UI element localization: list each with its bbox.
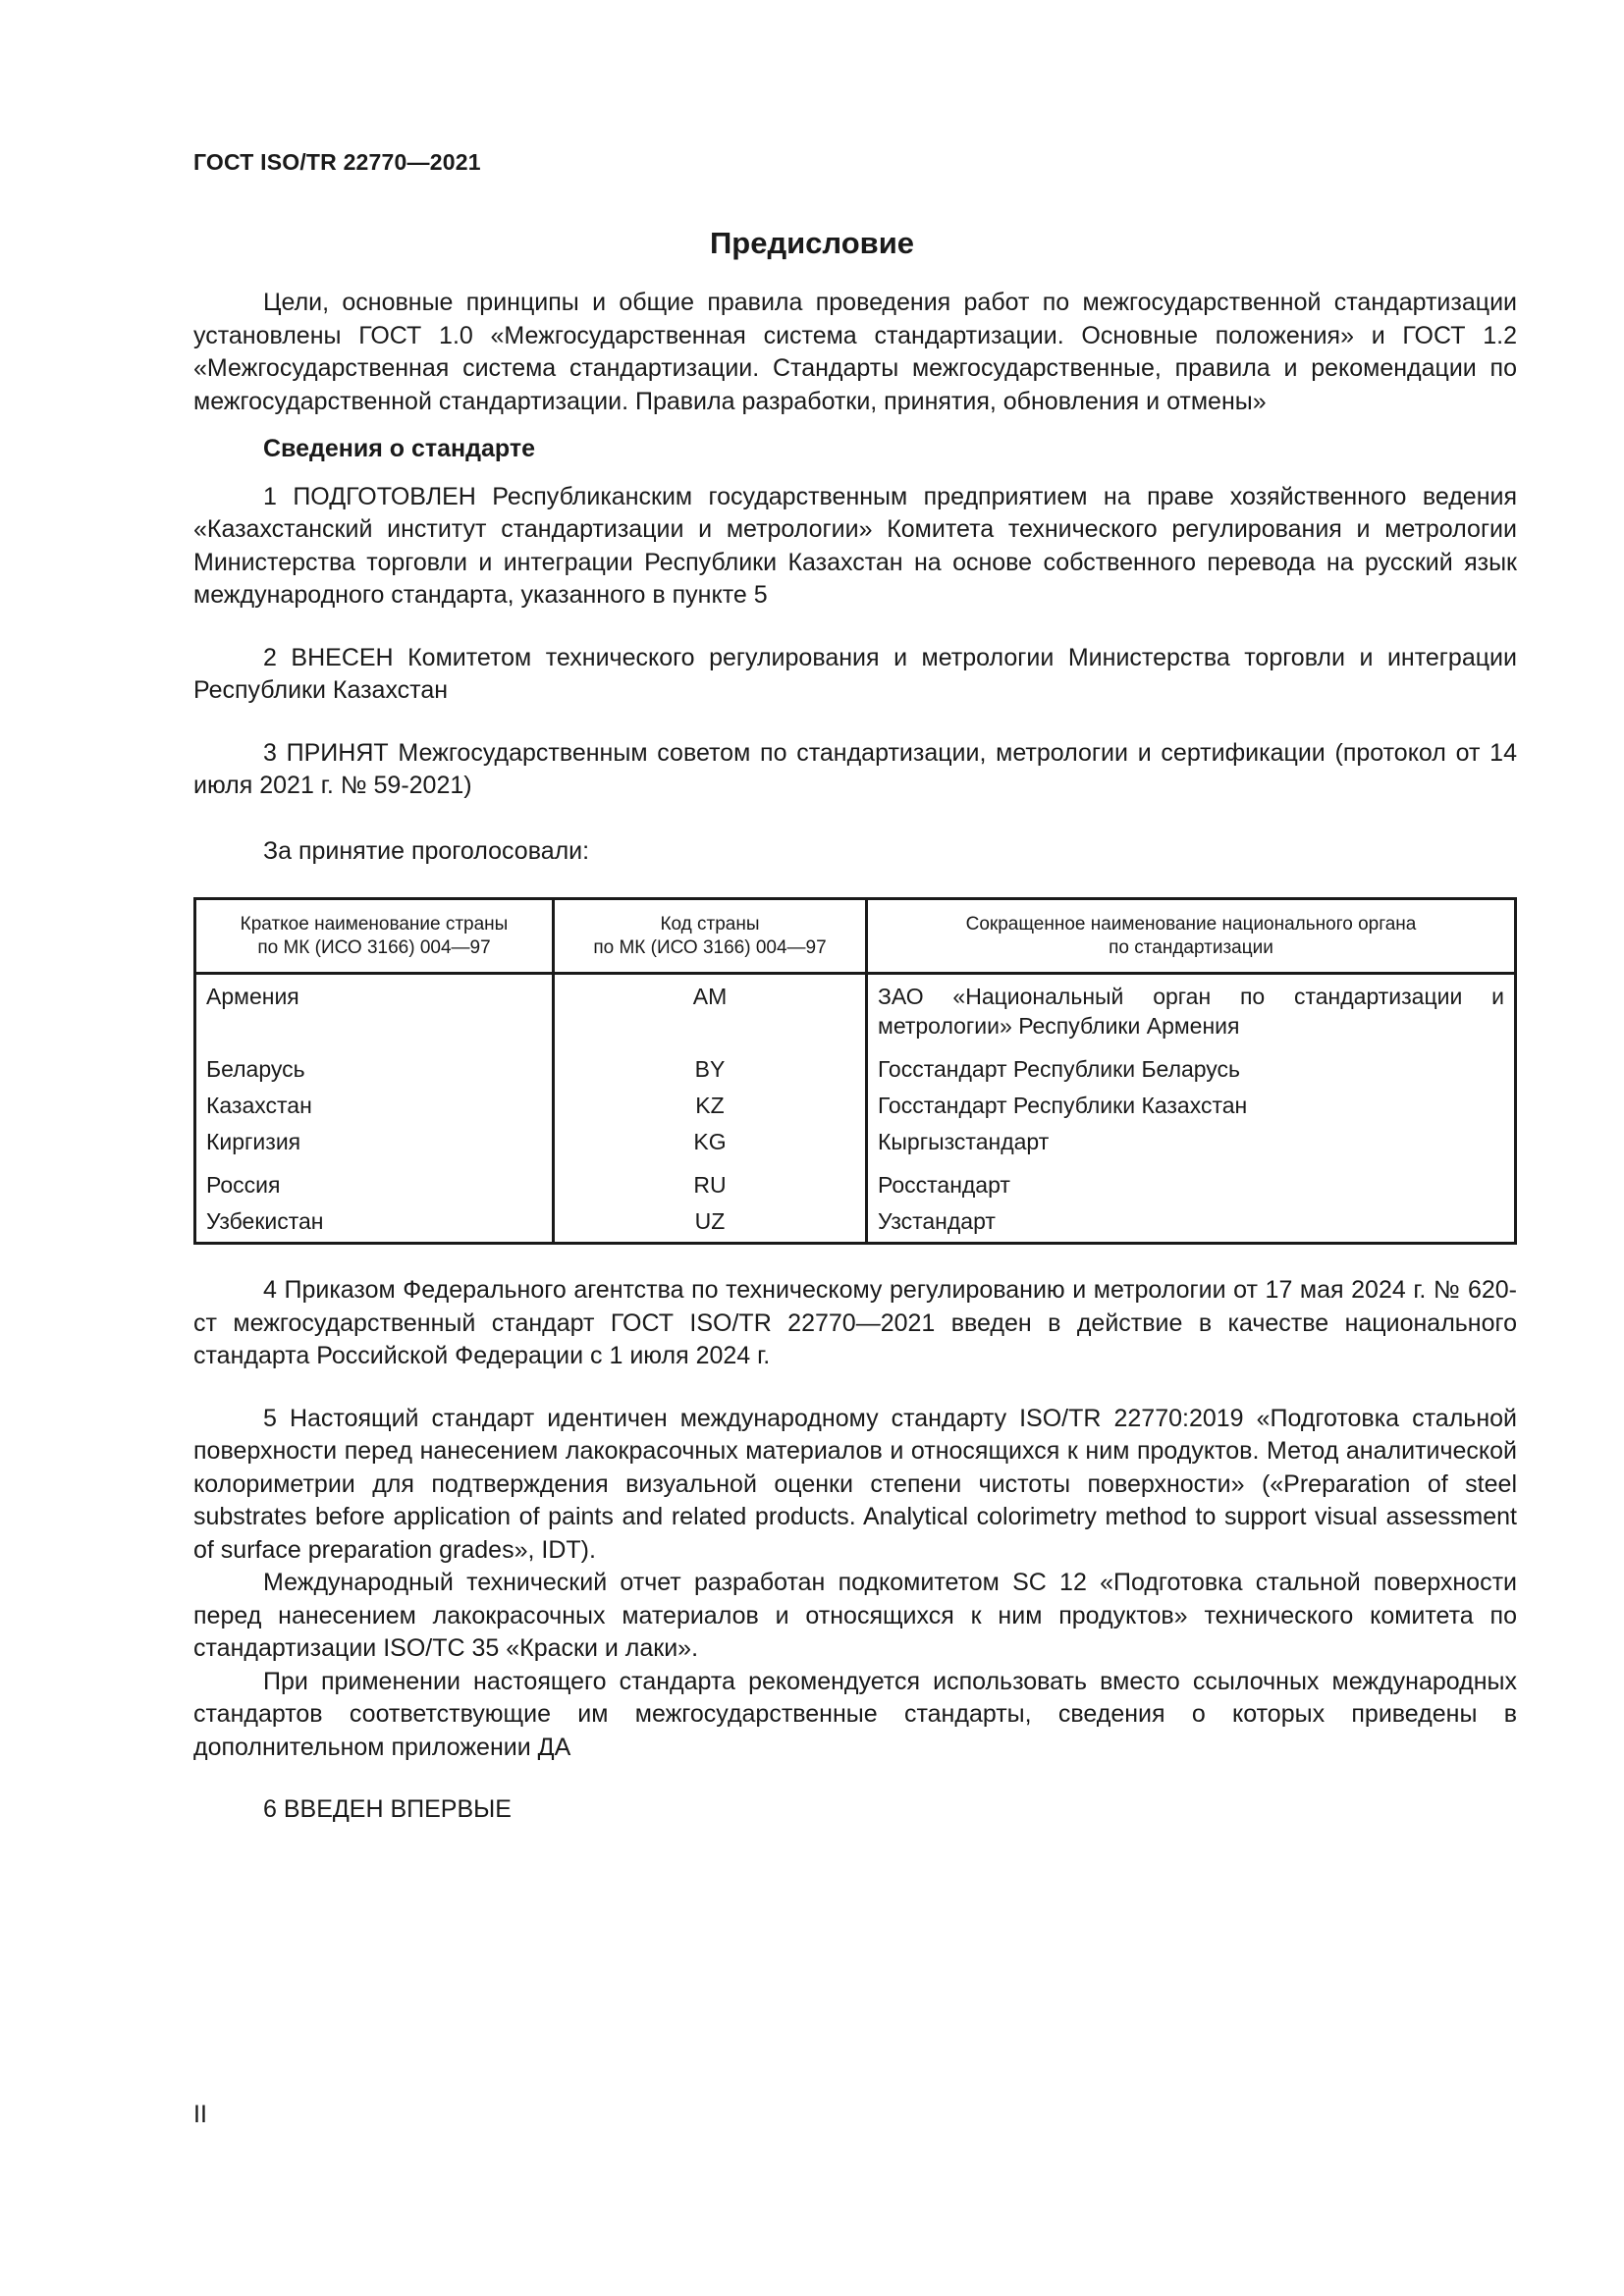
item-5-committee-paragraph: Международный технический отчет разработан подкомитетом SC 12 «Подготовка стальной поверхности перед нанесением лакокрасочных материалов и относящихся к ним продуктов» технического комитета по стандартизации ISO/TC 35 «Краски и лаки». [193, 1569, 1517, 1662]
table-row [195, 1044, 1516, 1088]
item-5-references-paragraph: При применении настоящего стандарта рекомендуется использовать вместо ссылочных международных стандартов соответствующие им межгосударственные стандарты, сведения о которых приведены в дополнительном приложении ДА [193, 1667, 1517, 1761]
country-code: KG [554, 1124, 867, 1160]
country-name: Армения [195, 974, 554, 1045]
voting-countries-table [193, 897, 1517, 1245]
item-4-paragraph: 4 Приказом Федерального агентства по техническому регулированию и метрологии от 17 мая 2024 г. № 620-ст межгосударственный стандарт ГОСТ ISO/TR 22770—2021 введен в действие в качестве национального стандарта Российской Федерации с 1 июля 2024 г. [193, 1276, 1517, 1369]
page-title: Предисловие [709, 226, 914, 260]
header-country-code: Код страны по МК (ИСО 3166) 004—97 [554, 899, 867, 974]
national-body: Госстандарт Республики Беларусь [878, 1056, 1241, 1082]
page-number: II [193, 2101, 207, 2128]
item-6-paragraph: 6 ВВЕДЕН ВПЕРВЫЕ [263, 1795, 512, 1823]
subheading: Сведения о стандарте [263, 435, 536, 462]
item-3-paragraph: 3 ПРИНЯТ Межгосударственным советом по стандартизации, метрологии и сертификации (протокол от 14 июля 2021 г. № 59-2021) [193, 738, 1517, 799]
table-row [195, 1160, 1516, 1203]
country-code: KZ [554, 1088, 867, 1124]
national-body: Росстандарт [878, 1172, 1010, 1198]
national-body: Узстандарт [878, 1208, 996, 1234]
table-row [195, 974, 1516, 1045]
country-code: AM [554, 974, 867, 1045]
standard-code-header: ГОСТ ISO/TR 22770—2021 [193, 149, 481, 175]
header-country-name: Краткое наименование страны по МК (ИСО 3166) 004—97 [195, 899, 554, 974]
country-name: Киргизия [195, 1124, 554, 1160]
national-body: Кыргызстандарт [878, 1129, 1050, 1154]
country-code: BY [554, 1044, 867, 1088]
item-2-paragraph: 2 ВНЕСЕН Комитетом технического регулирования и метрологии Министерства торговли и интеграции Республики Казахстан [193, 643, 1517, 704]
item-1-paragraph: 1 ПОДГОТОВЛЕН Республиканским государственным предприятием на праве хозяйственного ведения «Казахстанский институт стандартизации и метрологии» Комитета технического регулирования и метрологии Министерства торговли и интеграции Республики Казахстан на основе собственного перевода на русский язык международного стандарта, указанного в пункте 5 [193, 482, 1517, 609]
country-code: UZ [554, 1203, 867, 1244]
header-national-body: Сокращенное наименование национального органа по стандартизации [867, 899, 1516, 974]
table-row [195, 1203, 1516, 1244]
item-5-paragraph: 5 Настоящий стандарт идентичен международному стандарту ISO/TR 22770:2019 «Подготовка стальной поверхности перед нанесением лакокрасочных материалов и относящихся к ним продуктов. Метод аналитической колориметрии для подтверждения визуальной оценки степени чистоты поверхности» («Preparation of steel substrates before application of paints and related products. Analytical colorimetry method to support visual assessment of surface preparation grades», IDT). [193, 1404, 1517, 1564]
country-name: Россия [195, 1160, 554, 1203]
main-content [193, 287, 1517, 1827]
intro-paragraph: Цели, основные принципы и общие правила проведения работ по межгосударственной стандартизации установлены ГОСТ 1.0 «Межгосударственная система стандартизации. Основные положения» и ГОСТ 1.2 «Межгосударственная система стандартизации. Стандарты межгосударственные, правила и рекомендации по межгосударственной стандартизации. Правила разработки, принятия, обновления и отмены» [193, 289, 1517, 415]
country-name: Беларусь [195, 1044, 554, 1088]
national-body: ЗАО «Национальный орган по стандартизации и метрологии» Республики Армения [878, 984, 1504, 1039]
vote-label: За принятие проголосовали: [263, 836, 590, 865]
table-header-row [195, 899, 1516, 974]
national-body: Госстандарт Республики Казахстан [878, 1093, 1248, 1118]
table-row [195, 1124, 1516, 1160]
country-name: Казахстан [195, 1088, 554, 1124]
country-name: Узбекистан [195, 1203, 554, 1244]
table-row [195, 1088, 1516, 1124]
country-code: RU [554, 1160, 867, 1203]
